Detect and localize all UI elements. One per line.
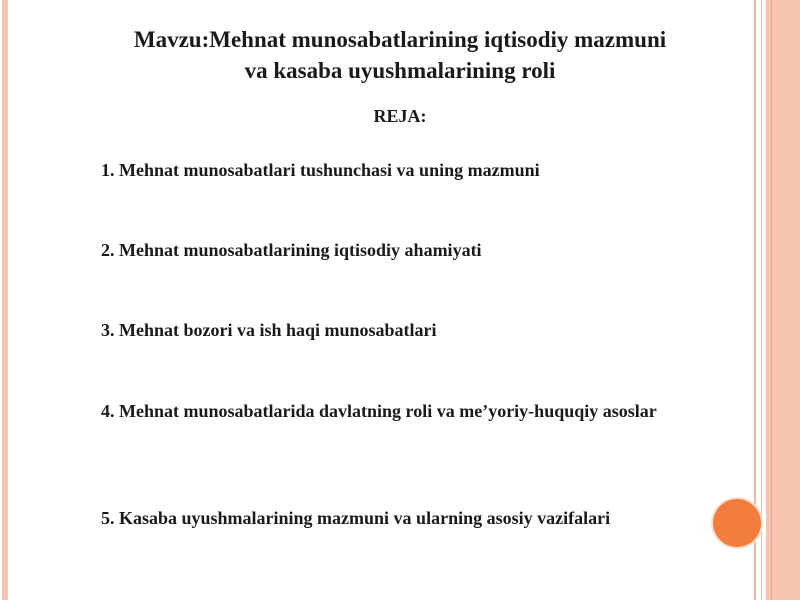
plan-item: 4. Mehnat munosabatlarida davlatning roli va me’yoriy-huquqiy asoslar bbox=[101, 401, 657, 421]
plan-item: 2. Mehnat munosabatlarining iqtisodiy ahamiyati bbox=[101, 240, 482, 260]
plan-heading: REJA: bbox=[373, 106, 427, 126]
slide-title bbox=[60, 24, 740, 86]
plan-item: 3. Mehnat bozori va ish haqi munosabatlari bbox=[101, 320, 437, 340]
plan-item: 1. Mehnat munosabatlari tushunchasi va uning mazmuni bbox=[101, 160, 540, 180]
left-border-stripe bbox=[2, 0, 8, 600]
right-border-line bbox=[771, 0, 772, 600]
slide-title-line-2: va kasaba uyushmalarining roli bbox=[244, 58, 556, 83]
plan-item: 5. Kasaba uyushmalarining mazmuni va ularning asosiy vazifalari bbox=[101, 508, 611, 528]
slide-title-line-1: Mavzu:Mehnat munosabatlarining iqtisodiy mazmuni bbox=[133, 27, 667, 52]
right-border-line bbox=[761, 0, 762, 600]
decorative-circle bbox=[713, 499, 761, 547]
